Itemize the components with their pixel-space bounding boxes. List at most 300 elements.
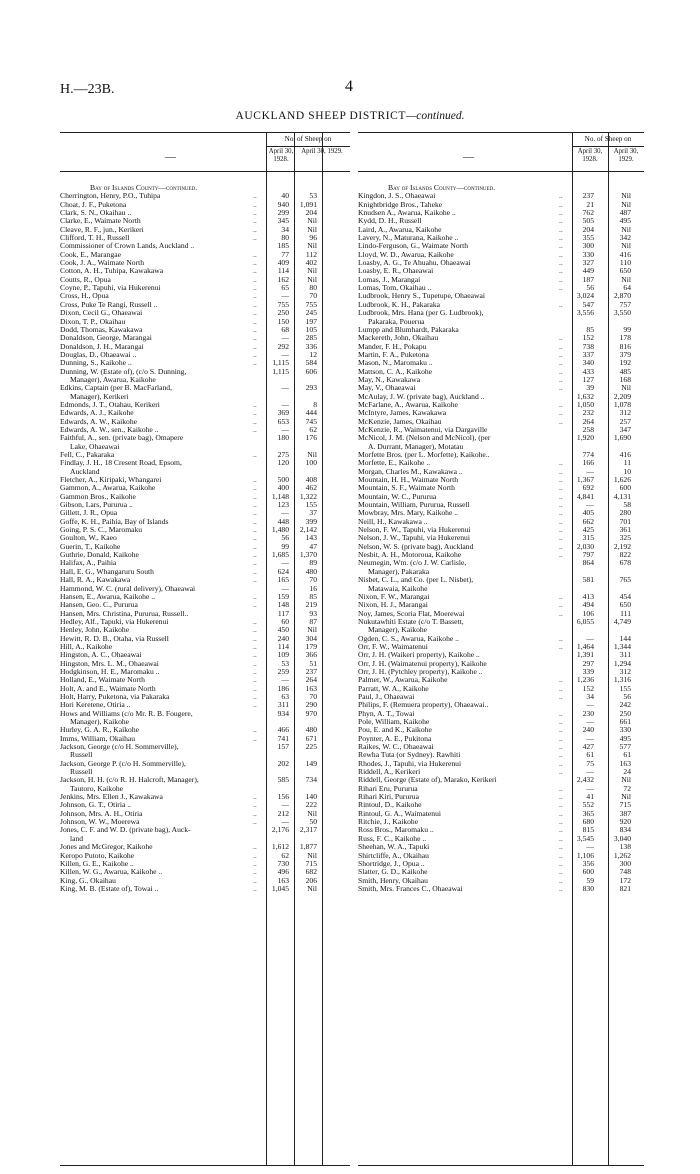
owner-name: Ritchie, J., Kaikohe <box>358 818 419 827</box>
leader-dots: .. <box>559 767 563 777</box>
sheep-count-1928: 34 <box>281 224 289 234</box>
sheep-count-1929: 745 <box>305 416 317 426</box>
sheep-count-1928: 774 <box>582 450 594 459</box>
owner-name: Neill, H., Kawakawa .. <box>358 517 428 526</box>
owner-name: Philips, F. (Remuera property), Ohaeawai.. <box>358 701 489 710</box>
sheep-count-1928: 152 <box>582 333 594 343</box>
owner-name: Auckland <box>70 467 100 476</box>
leader-dots: .. <box>253 208 257 218</box>
sheep-count-1928: 59 <box>586 875 594 885</box>
table-row <box>358 418 644 426</box>
sheep-count-1929: 734 <box>305 775 317 785</box>
sheep-count-1928: 292 <box>277 341 289 351</box>
leader-dots: .. <box>559 725 563 735</box>
owner-name: Dixon, Cecil G., Ohaeawai <box>60 309 143 318</box>
owner-name: Gibson, Lars, Pururua .. <box>60 501 133 510</box>
owner-name: Lake, Ohaeawai <box>70 442 120 451</box>
owner-name: Loasby, A. G., Te Ahuahu, Ohaeawai <box>358 259 471 268</box>
leader-dots: .. <box>559 825 563 835</box>
owner-name: Hingston, Mrs. L. M., Ohaeawai <box>60 659 159 668</box>
sheep-count-1929: 144 <box>619 633 631 643</box>
sheep-count-1929: 99 <box>623 324 631 334</box>
sheep-count-1929: 416 <box>619 450 631 459</box>
owner-name: Russell <box>70 768 93 777</box>
table-row <box>358 618 644 626</box>
sheep-count-1928: 63 <box>281 691 289 701</box>
sheep-count-1929: 110 <box>619 258 631 268</box>
owner-name: Hansen, Geo. C., Pururua <box>60 601 138 610</box>
sheep-count-1928: 624 <box>277 566 289 576</box>
sheep-count-1928: 56 <box>281 533 289 543</box>
owner-name: Cherrington, Henry, P.O., Tuhipa <box>60 192 161 201</box>
sheep-count-1929: 416 <box>619 249 631 259</box>
owner-name: Parratt, W. A., Kaikohe <box>358 684 429 693</box>
table-row <box>358 835 644 843</box>
sheep-count-1929: 192 <box>619 358 631 368</box>
table-row <box>358 192 644 200</box>
sheep-count-1928: 496 <box>277 867 289 877</box>
leader-dots: .. <box>559 266 563 276</box>
sheep-count-1928: — <box>281 558 289 568</box>
owner-name: Hewitt, R. D. B., Otaha, via Russell <box>60 634 169 643</box>
leader-dots: .. <box>559 691 563 701</box>
owner-name: Jackson, H. H. (c/o R. H. Halcroft, Manager), <box>60 776 199 785</box>
table-row <box>358 309 644 317</box>
owner-name: Ludbrook, K. H., Pakaraka <box>358 300 441 309</box>
sheep-count-1929: 1,626 <box>613 475 631 485</box>
owner-name: Manager), Kerikeri <box>70 392 129 401</box>
owner-name: Donaldson, George, Marangai <box>60 334 152 343</box>
sheep-count-1928: 166 <box>582 458 594 468</box>
sheep-count-1928: 156 <box>277 792 289 802</box>
leader-dots: .. <box>253 842 257 852</box>
leader-dots: .. <box>559 199 563 209</box>
owner-name: Smith, Henry, Okaihau <box>358 876 428 885</box>
leader-dots: .. <box>559 366 563 376</box>
leader-dots: .. <box>559 675 563 685</box>
leader-dots: .. <box>559 216 563 226</box>
owner-name: King, G., Okaihau <box>60 876 116 885</box>
sheep-count-1929: Nil <box>621 241 631 251</box>
table-row <box>358 359 644 367</box>
owner-name: Fletcher, A., Kiripaki, Whangarei <box>60 476 162 485</box>
table-row <box>358 376 644 384</box>
sheep-count-1928: 258 <box>582 424 594 434</box>
leader-dots: .. <box>559 708 563 718</box>
sheep-count-1928: 466 <box>277 725 289 735</box>
sheep-count-1929: 290 <box>305 700 317 710</box>
table-row <box>358 401 644 409</box>
owner-name: Poynter, A. E., Pukitona <box>358 734 432 743</box>
sheep-count-1929: 62 <box>309 424 317 434</box>
table-row <box>358 301 644 309</box>
owner-name: Dunning, W. (Estate of), (c/o S. Dunning, <box>60 367 187 376</box>
table-row <box>60 551 350 559</box>
sheep-count-1929: 765 <box>619 575 631 585</box>
sheep-count-1928: 1,050 <box>576 399 594 409</box>
sheep-count-1928: 547 <box>582 299 594 309</box>
sheep-count-1929: 245 <box>305 308 317 318</box>
owner-name: Mattson, C. A., Kaikohe <box>358 367 433 376</box>
leader-dots: .. <box>253 792 257 802</box>
owner-name: Manager), Pakaraka <box>368 567 430 576</box>
owner-name: Faithful, A., sen. (private bag), Omapere <box>60 434 184 443</box>
table-row <box>358 743 644 751</box>
owner-name: May, N., Kawakawa <box>358 375 421 384</box>
sheep-count-1929: 140 <box>305 792 317 802</box>
owner-name: Slatter, G. D., Kaikohe <box>358 868 428 877</box>
left-table-header <box>60 133 350 172</box>
owner-name: Nukutawhiti Estate (c/o T. Bassett, <box>358 617 464 626</box>
sheep-count-1929: 250 <box>619 708 631 718</box>
sheep-count-1928: — <box>586 500 594 510</box>
leader-dots: .. <box>253 516 257 526</box>
table-row <box>358 576 644 584</box>
leader-dots: .. <box>253 675 257 685</box>
sheep-count-1928: 150 <box>277 316 289 326</box>
sheep-count-1929: Nil <box>307 625 317 635</box>
table-row <box>358 543 644 551</box>
sheep-count-1929: 61 <box>623 750 631 760</box>
sheep-count-1928: 692 <box>582 483 594 493</box>
sheep-count-1929: 204 <box>305 208 317 218</box>
sheep-count-1928: 106 <box>582 608 594 618</box>
table-row <box>358 735 644 743</box>
sheep-count-1928: 355 <box>582 233 594 243</box>
sheep-count-1928: 340 <box>582 358 594 368</box>
sheep-count-1928: 299 <box>277 208 289 218</box>
owner-name: Holland, E., Waimate North <box>60 676 145 685</box>
leader-dots: .. <box>253 249 257 259</box>
owner-name: Shortridge, J., Opua .. <box>358 859 425 868</box>
sheep-count-1929: 70 <box>309 291 317 301</box>
sheep-count-1929: 661 <box>619 717 631 726</box>
table-row <box>358 484 644 492</box>
sheep-count-1928: 157 <box>277 742 289 752</box>
table-row <box>60 585 350 593</box>
sheep-count-1928: 75 <box>586 758 594 768</box>
sheep-count-1928: 297 <box>582 658 594 668</box>
sheep-count-1929: 342 <box>619 233 631 243</box>
table-row <box>358 877 644 885</box>
owner-name: Matawaia, Kaikohe <box>368 584 428 593</box>
owner-name: Kingdon, J. S., Ohaeawai <box>358 192 436 201</box>
sheep-count-1929: 37 <box>309 508 317 518</box>
sheep-count-1929: 330 <box>619 725 631 735</box>
leader-dots: .. <box>559 792 563 802</box>
table-row <box>60 276 350 284</box>
leader-dots: .. <box>253 500 257 510</box>
leader-dots: .. <box>253 450 257 459</box>
table-row <box>358 267 644 275</box>
leader-dots: .. <box>559 341 563 351</box>
owner-name: land <box>70 834 84 843</box>
owner-name: Nisbet, C. L., and Co. (per L. Nisbet), <box>358 576 474 585</box>
sheep-count-1929: Nil <box>307 450 317 459</box>
owner-name: Rihari Eru, Pururua <box>358 784 418 793</box>
leader-dots: .. <box>253 274 257 284</box>
sheep-count-1928: 433 <box>582 366 594 376</box>
owner-name: Dunning, S., Kaikohe .. <box>60 359 132 368</box>
sheep-count-1929: Nil <box>307 216 317 226</box>
owner-name: Hall, E. G., Whangaruru South <box>60 567 154 576</box>
sheep-count-1928: 315 <box>582 533 594 543</box>
sheep-count-1928: 1,148 <box>271 491 289 501</box>
table-row <box>358 384 644 392</box>
owner-name: Killen, G. E., Kaikohe .. <box>60 859 134 868</box>
owner-name: Rintoul, D., Kaikohe <box>358 801 422 810</box>
sheep-count-1929: 257 <box>619 416 631 426</box>
table-row <box>358 668 644 676</box>
sheep-count-1929: Nil <box>307 224 317 234</box>
owner-name: Halifax, A., Paihia <box>60 559 117 568</box>
sheep-count-1929: 2,142 <box>299 525 317 535</box>
owner-name: Gammon, A., Awarua, Kaikohe <box>60 484 156 493</box>
owner-name: Morfette, E., Kaikohe .. <box>358 459 431 468</box>
sheep-count-1929: 176 <box>305 433 317 443</box>
owner-name: Rintoul, G. A., Waimatenui <box>358 809 441 818</box>
leader-dots: .. <box>559 374 563 384</box>
owner-name: Keropo Putoto, Kaikohe <box>60 851 135 860</box>
owner-name: Gillett, J. R., Opua <box>60 509 118 518</box>
owner-name: Jenkins, Mrs. Ellen J., Kawakawa <box>60 793 163 802</box>
owner-name: Cleave, R. F., jun., Kerikeri <box>60 225 144 234</box>
table-row <box>60 534 350 542</box>
owner-name: Russ, F. C., Kaikohe .. <box>358 834 427 843</box>
sheep-count-1929: Nil <box>307 241 317 251</box>
owner-name: Knightbridge Bros., Taheke <box>358 200 443 209</box>
owner-name: Rihari Kiri, Pururua <box>358 793 419 802</box>
owner-name: A. Durrant, Manager), Motatau <box>368 442 464 451</box>
table-row <box>358 693 644 701</box>
sheep-count-1928: 741 <box>277 733 289 743</box>
sheep-count-1928: 165 <box>277 575 289 585</box>
year-1928-header: April 30, 1928. <box>577 148 603 163</box>
sheep-count-1929: 715 <box>305 858 317 868</box>
leader-dots: .. <box>253 867 257 877</box>
sheep-count-1928: 600 <box>582 867 594 877</box>
sheep-count-1928: 365 <box>582 808 594 818</box>
sheep-count-1929: 1,344 <box>613 641 631 651</box>
leader-dots: .. <box>253 883 257 893</box>
sheep-count-1929: 222 <box>305 800 317 810</box>
table-row <box>358 701 644 709</box>
sheep-count-1929: 10 <box>623 466 631 476</box>
owner-name: Russell <box>70 751 93 760</box>
leader-dots: .. <box>253 324 257 334</box>
leader-dots: .. <box>559 533 563 543</box>
owner-name: Henley, John, Kaikohe <box>60 626 130 635</box>
sheep-count-1929: 2,209 <box>613 391 631 401</box>
leader-dots: .. <box>253 725 257 735</box>
leader-dots: .. <box>253 316 257 326</box>
year-1928-header: April 30, 1928. <box>268 148 294 163</box>
owner-name: Jackson, George (c/o H. Sommerville), <box>60 743 179 752</box>
sheep-count-1929: 2,317 <box>299 825 317 835</box>
table-row <box>358 751 644 759</box>
owner-name: Pakaraka, Pouerua <box>368 317 425 326</box>
sheep-count-1928: 934 <box>277 708 289 718</box>
owner-name: Dixon, T. P., Okaihau <box>60 317 126 326</box>
owner-name: Jackson, George P. (c/o H. Sommerville), <box>60 759 186 768</box>
sheep-count-1928: 413 <box>582 591 594 601</box>
sheep-count-1928: — <box>281 333 289 343</box>
sheep-count-1929: 1,294 <box>613 658 631 668</box>
right-table <box>358 132 644 1166</box>
owner-name: Hansen, E., Awarua, Kaikohe .. <box>60 592 156 601</box>
sheep-count-1928: 41 <box>586 792 594 802</box>
table-row <box>358 785 644 793</box>
leader-dots: .. <box>253 858 257 868</box>
sheep-count-1929: 11 <box>623 458 631 468</box>
owner-name: Lloyd, W. D., Awarua, Kaikohe <box>358 250 454 259</box>
sheep-count-1928: — <box>281 383 289 393</box>
sheep-count-1929: 361 <box>619 525 631 535</box>
sheep-count-1928: 230 <box>582 708 594 718</box>
sheep-count-1929: Nil <box>307 850 317 860</box>
sheep-count-1928: 85 <box>586 324 594 334</box>
table-row <box>358 793 644 801</box>
owner-name: Gammon Bros., Kaikohe <box>60 492 136 501</box>
sheep-count-1928: — <box>586 633 594 643</box>
leader-dots: .. <box>253 875 257 885</box>
owner-name: Edkins, Captain (per B. MacFarland, <box>60 384 172 393</box>
sheep-count-1928: 830 <box>582 883 594 893</box>
sheep-count-1929: 285 <box>305 333 317 343</box>
owner-name: Hill, A., Kaikohe <box>60 642 113 651</box>
sheep-count-1928: 56 <box>586 283 594 293</box>
sheep-count-1929: 206 <box>305 875 317 885</box>
sheep-count-1929: 444 <box>305 408 317 418</box>
leader-dots: .. <box>253 233 257 243</box>
leader-dots: .. <box>559 408 563 418</box>
sheep-count-1928: 400 <box>277 483 289 493</box>
owner-name: Palmer, W., Awarua, Kaikohe <box>358 676 448 685</box>
sheep-count-1929: 834 <box>619 825 631 835</box>
sheep-count-1928: 6,055 <box>576 616 594 626</box>
sheep-count-1928: 339 <box>582 666 594 676</box>
sheep-count-1928: 152 <box>582 683 594 693</box>
owner-name: McIntyre, James, Kawakawa <box>358 409 447 418</box>
sheep-count-1928: 3,545 <box>576 833 594 843</box>
sheep-count-1928: 117 <box>277 608 289 618</box>
table-row <box>358 551 644 559</box>
table-row <box>60 434 350 442</box>
sheep-count-1928: 4,841 <box>576 491 594 501</box>
leader-dots: .. <box>253 641 257 651</box>
sheep-count-1929: 312 <box>619 408 631 418</box>
owner-name: Raikes, W. C., Ohaeawai <box>358 743 434 752</box>
leader-dots: .. <box>559 349 563 359</box>
owner-name: McNicol, J. M. (Nelson and McNicol), (per <box>358 434 491 443</box>
sheep-count-1928: 120 <box>277 458 289 468</box>
sheep-count-1928: 369 <box>277 408 289 418</box>
owner-name: Orr, J. H. (Pytchley property), Kaikohe .. <box>358 667 483 676</box>
leader-dots: .. <box>559 842 563 852</box>
table-row <box>358 651 644 659</box>
sheep-count-1929: Nil <box>307 808 317 818</box>
sheep-count-1929: 50 <box>309 817 317 827</box>
sheep-count-1928: 1,480 <box>271 525 289 535</box>
leader-dots: .. <box>559 249 563 259</box>
sheep-count-1929: 816 <box>619 341 631 351</box>
sheep-count-1929: 51 <box>309 658 317 668</box>
table-row <box>358 826 644 834</box>
owner-name: Manager), Kaikohe <box>368 626 428 635</box>
leader-dots: .. <box>253 341 257 351</box>
table-row <box>60 685 350 693</box>
year-1929-header: April 30, 1929. <box>301 148 343 155</box>
sheep-count-1929: 1,078 <box>613 399 631 409</box>
sheep-count-1929: 242 <box>619 700 631 710</box>
sheep-count-1929: 53 <box>309 191 317 201</box>
owner-name: Mountain, H. H., Waimate North <box>358 476 459 485</box>
sheep-count-1929: 1,322 <box>299 491 317 501</box>
leader-dots: .. <box>253 508 257 518</box>
sheep-count-1928: 259 <box>277 666 289 676</box>
sheep-count-1928: 797 <box>582 550 594 560</box>
owner-name: May, V., Ohaeawai <box>358 384 416 393</box>
owner-name: Killen, W. G., Awarua, Kaikohe .. <box>60 868 163 877</box>
owner-name: Going, P. S. C., Maromaku <box>60 526 143 535</box>
sheep-count-1929: 606 <box>305 366 317 376</box>
sheep-count-1928: 250 <box>277 308 289 318</box>
table-row <box>358 509 644 517</box>
leader-dots: .. <box>559 399 563 409</box>
leader-dots: .. <box>253 625 257 635</box>
leader-dots: .. <box>559 274 563 284</box>
leader-dots: .. <box>253 850 257 860</box>
owner-name: Mowbray, Mrs. Mary, Kaikohe .. <box>358 509 459 518</box>
sheep-count-1928: — <box>281 399 289 409</box>
sheep-count-1928: 114 <box>277 266 289 276</box>
owner-name: Nixon, F. W., Marangai <box>358 592 430 601</box>
owner-name: Guthrie, Donald, Kaikohe <box>60 551 139 560</box>
sheep-count-1929: 387 <box>619 808 631 818</box>
table-row <box>60 610 350 618</box>
table-row <box>358 276 644 284</box>
owner-name: Douglas, D., Ohaeawai .. <box>60 350 137 359</box>
leader-dots: .. <box>559 600 563 610</box>
table-row <box>358 585 644 593</box>
table-row <box>358 860 644 868</box>
owner-name: Bay of Islands County—continued. <box>90 184 198 192</box>
sheep-count-1929: Nil <box>307 883 317 893</box>
leader-dots: .. <box>253 591 257 601</box>
leader-dots: .. <box>559 758 563 768</box>
sheep-count-1929: 155 <box>619 683 631 693</box>
table-row <box>358 626 644 634</box>
owner-name: Ogden, C. S., Awarua, Kaikohe .. <box>358 634 459 643</box>
sheep-count-1928: 53 <box>281 658 289 668</box>
table-row <box>358 343 644 351</box>
owner-name: King, M. B. (Estate of), Towai .. <box>60 884 159 893</box>
sheep-count-1929: 480 <box>305 725 317 735</box>
owner-name: Clarke, E., Waimate North <box>60 217 141 226</box>
leader-dots: .. <box>559 541 563 551</box>
title-suffix: —continued. <box>406 110 465 122</box>
owner-name: Nelson, W. S. (private bag), Auckland <box>358 542 474 551</box>
sheep-count-1928: 815 <box>582 825 594 835</box>
leader-dots: .. <box>559 875 563 885</box>
sheep-count-1928: 1,367 <box>576 475 594 485</box>
sheep-count-group-header: No. of Sheep on <box>572 135 644 147</box>
sheep-count-1929: 454 <box>619 591 631 601</box>
document-reference: H.—23B. <box>60 82 115 97</box>
leader-dots: .. <box>253 691 257 701</box>
sheep-count-1928: — <box>586 733 594 743</box>
sheep-count-1928: 185 <box>277 241 289 251</box>
